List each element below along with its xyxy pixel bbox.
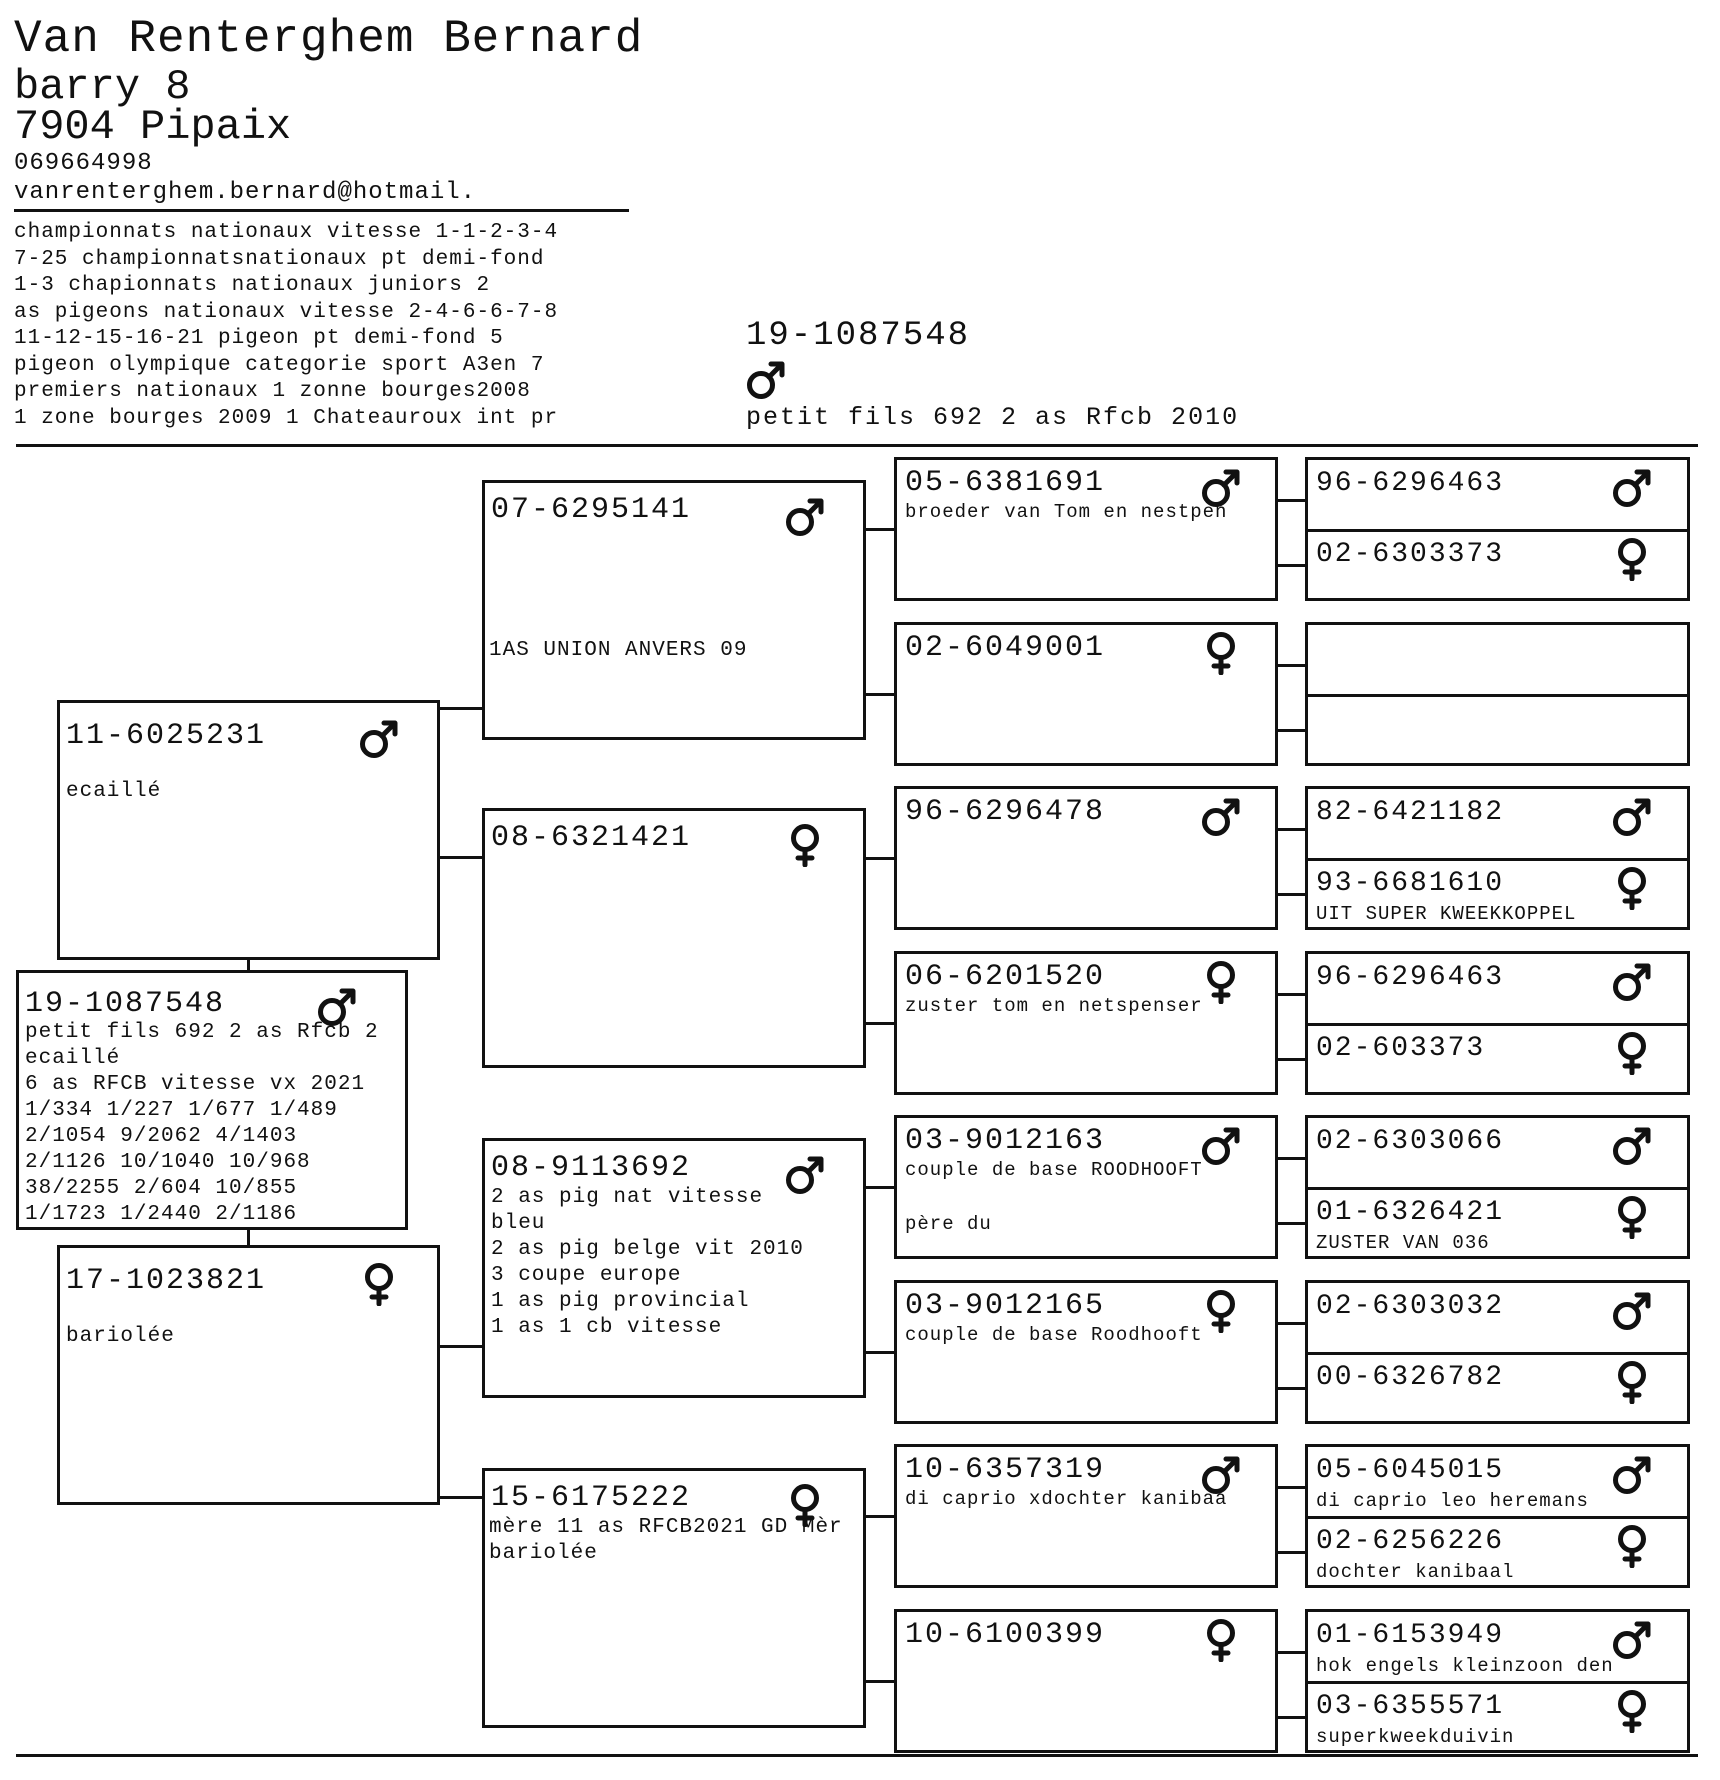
- male-icon: [1199, 795, 1243, 839]
- pedigree-connector: [1276, 499, 1307, 502]
- female-icon: [1199, 631, 1243, 675]
- female-icon: [1610, 1031, 1654, 1075]
- pedigree-connector: [1276, 1058, 1307, 1061]
- subject-pigeon-card[interactable]: [16, 970, 408, 1230]
- pigeon-note: broeder van Tom en nestpen: [905, 501, 1228, 523]
- subject-notes: [25, 1020, 379, 1228]
- pedigree-connector: [1276, 1716, 1307, 1719]
- pair-divider: [1308, 858, 1687, 861]
- ring-number: 03-9012165: [905, 1289, 1106, 1323]
- male-icon: [783, 495, 827, 539]
- pedigree-connector: [1276, 1322, 1307, 1325]
- pedigree-connector: [864, 1351, 896, 1354]
- pigeon-note: zuster tom en netspenser: [905, 995, 1203, 1017]
- ring-number: 02-6303373: [1316, 538, 1505, 570]
- note-line: ecaillé: [25, 1047, 121, 1070]
- gen4-pair-card[interactable]: [1305, 951, 1690, 1095]
- gen4-pair-card[interactable]: [1305, 786, 1690, 930]
- pair-divider: [1308, 1516, 1687, 1519]
- gen4-pair-card[interactable]: [1305, 1609, 1690, 1753]
- note-line: 6 as RFCB vitesse vx 2021: [25, 1073, 366, 1096]
- female-icon: [1610, 1524, 1654, 1568]
- ring-number: 05-6045015: [1316, 1455, 1505, 1486]
- male-icon: [1610, 1453, 1654, 1497]
- pair-divider: [1308, 1023, 1687, 1026]
- male-icon: [1610, 1289, 1654, 1333]
- ring-number: 01-6326421: [1316, 1196, 1505, 1228]
- ring-number: 02-6256226: [1316, 1525, 1505, 1557]
- pedigree-connector: [1276, 1222, 1307, 1225]
- top-rule: [16, 444, 1698, 447]
- note-line: 2/1054 9/2062 4/1403: [25, 1125, 298, 1148]
- ring-number: 07-6295141: [491, 493, 692, 527]
- pedigree-connector: [1276, 1486, 1307, 1489]
- palmares-line: 1-3 chapionnats nationaux juniors 2: [14, 274, 491, 297]
- note-line: mère 11 as RFCB2021 GD Mèr: [489, 1516, 843, 1539]
- ring-number: 03-6355571: [1316, 1690, 1505, 1722]
- female-icon: [1610, 537, 1654, 581]
- ring-number: 08-9113692: [491, 1151, 692, 1185]
- gen4-pair-card[interactable]: [1305, 457, 1690, 601]
- note-line: 38/2255 2/604 10/855: [25, 1177, 298, 1200]
- palmares-line: as pigeons nationaux vitesse 2-4-6-6-7-8: [14, 300, 559, 324]
- pair-divider: [1308, 694, 1687, 697]
- pair-divider: [1308, 1681, 1687, 1684]
- note-line: 2 as pig nat vitesse: [491, 1186, 764, 1209]
- pair-divider: [1308, 1187, 1687, 1190]
- note-line: 1/334 1/227 1/677 1/489: [25, 1099, 338, 1122]
- pedigree-connector: [864, 1680, 896, 1683]
- ring-number: 96-6296463: [1316, 468, 1505, 499]
- female-icon: [783, 823, 827, 867]
- pedigree-connector: [864, 857, 896, 860]
- palmares-line: 11-12-15-16-21 pigeon pt demi-fond 5: [14, 327, 504, 350]
- ring-number: 11-6025231: [66, 719, 267, 753]
- ring-number: 10-6357319: [905, 1453, 1106, 1487]
- pedigree-connector: [438, 1345, 484, 1348]
- note-line: bleu: [491, 1212, 546, 1235]
- pedigree-connector: [1276, 729, 1307, 732]
- female-icon: [1610, 1195, 1654, 1239]
- header-underline: [14, 209, 629, 212]
- pedigree-connector: [864, 1186, 896, 1189]
- male-icon: [1610, 960, 1654, 1004]
- ring-number: 19-1087548: [25, 987, 226, 1021]
- male-icon: [1610, 1618, 1654, 1662]
- male-icon: [744, 358, 788, 402]
- palmares-line: premiers nationaux 1 zonne bourges2008: [14, 380, 531, 403]
- male-icon: [1610, 466, 1654, 510]
- male-icon: [357, 717, 401, 761]
- pedigree-connector: [864, 528, 896, 531]
- pedigree-connector: [1276, 1387, 1307, 1390]
- pigeon-note: couple de base Roodhooft: [905, 1324, 1203, 1346]
- note-line: 3 coupe europe: [491, 1264, 682, 1287]
- grandsire-maternal-card[interactable]: [482, 1138, 866, 1398]
- pedigree-connector: [1276, 993, 1307, 996]
- ring-number: 06-6201520: [905, 960, 1106, 994]
- great-grandparent-card[interactable]: [894, 1609, 1278, 1753]
- female-icon: [1199, 960, 1243, 1004]
- female-icon: [1199, 1289, 1243, 1333]
- ring-number: 02-6049001: [905, 631, 1106, 665]
- ring-number: 00-6326782: [1316, 1361, 1505, 1393]
- ring-number: 96-6296463: [1316, 962, 1505, 993]
- pigeon-note: di caprio xdochter kanibaa: [905, 1488, 1228, 1510]
- pigeon-notes: [489, 1515, 843, 1567]
- gen4-pair-card[interactable]: [1305, 1444, 1690, 1588]
- note-line: 1 as pig provincial: [491, 1290, 750, 1313]
- note-line: 2 as pig belge vit 2010: [491, 1238, 804, 1261]
- palmares-line: 1 zone bourges 2009 1 Chateauroux int pr: [14, 406, 559, 430]
- male-icon: [1610, 795, 1654, 839]
- dam-card[interactable]: [57, 1245, 440, 1505]
- breeder-name: Van Renterghem Bernard: [14, 13, 644, 65]
- pedigree-connector: [1276, 1157, 1307, 1160]
- pair-divider: [1308, 529, 1687, 532]
- note-line: 1/1723 1/2440 2/1186: [25, 1203, 298, 1226]
- female-icon: [357, 1262, 401, 1306]
- bottom-rule: [16, 1754, 1698, 1757]
- pigeon-note: couple de base ROODHOOFT: [905, 1159, 1203, 1181]
- ring-number: 05-6381691: [905, 466, 1106, 500]
- pigeon-note: UIT SUPER KWEEKKOPPEL: [1316, 902, 1577, 925]
- pedigree-connector: [1276, 1651, 1307, 1654]
- great-grandparent-card[interactable]: [894, 951, 1278, 1095]
- gen4-pair-card[interactable]: [1305, 1115, 1690, 1259]
- male-icon: [1610, 1124, 1654, 1168]
- great-grandparent-card[interactable]: [894, 1280, 1278, 1424]
- pedigree-connector: [438, 856, 484, 859]
- pigeon-note: 1AS UNION ANVERS 09: [489, 639, 748, 662]
- ring-number: 17-1023821: [66, 1264, 267, 1298]
- ring-number: 08-6321421: [491, 821, 692, 855]
- gen4-pair-card[interactable]: [1305, 622, 1690, 766]
- great-grandparent-card[interactable]: [894, 457, 1278, 601]
- pedigree-connector: [864, 1515, 896, 1518]
- pedigree-connector: [1276, 564, 1307, 567]
- breeder-phone: 069664998: [14, 150, 153, 177]
- pedigree-connector: [1276, 1551, 1307, 1554]
- pedigree-connector: [1276, 893, 1307, 896]
- granddam-paternal-card[interactable]: [482, 808, 866, 1068]
- pedigree-connector: [438, 707, 484, 710]
- female-icon: [1610, 1689, 1654, 1733]
- pedigree-connector: [1276, 664, 1307, 667]
- note-line: 2/1126 10/1040 10/968: [25, 1151, 311, 1174]
- header-pigeon-ring: 19-1087548: [746, 317, 971, 355]
- ring-number: 02-6303066: [1316, 1126, 1505, 1157]
- gen4-pair-card[interactable]: [1305, 1280, 1690, 1424]
- ring-number: 02-6303032: [1316, 1291, 1505, 1322]
- breeder-street: barry 8: [14, 63, 191, 111]
- note-line: bariolée: [489, 1542, 598, 1565]
- palmares-line: pigeon olympique categorie sport A3en 7: [14, 353, 545, 377]
- palmares-line: championnats nationaux vitesse 1-1-2-3-4: [14, 221, 559, 244]
- header-pigeon-note: petit fils 692 2 as Rfcb 2010: [746, 403, 1240, 432]
- pigeon-note: père du: [905, 1213, 992, 1235]
- great-grandparent-card[interactable]: [894, 786, 1278, 930]
- female-icon: [1610, 1360, 1654, 1404]
- pigeon-note: hok engels kleinzoon den: [1316, 1655, 1614, 1677]
- pigeon-note: superkweekduivin: [1316, 1725, 1515, 1748]
- palmares-line: 7-25 championnatsnationaux pt demi-fond: [14, 247, 545, 271]
- pigeon-note: ecaillé: [66, 780, 162, 803]
- ring-number: 10-6100399: [905, 1618, 1106, 1652]
- female-icon: [1610, 866, 1654, 910]
- pigeon-note: di caprio leo heremans: [1316, 1490, 1589, 1512]
- female-icon: [1199, 1618, 1243, 1662]
- great-grandparent-card[interactable]: [894, 1115, 1278, 1259]
- pedigree-connector: [1276, 828, 1307, 831]
- ring-number: 02-603373: [1316, 1032, 1486, 1064]
- pair-divider: [1308, 1352, 1687, 1355]
- ring-number: 82-6421182: [1316, 797, 1505, 828]
- pedigree-connector: [864, 693, 896, 696]
- great-grandparent-card[interactable]: [894, 622, 1278, 766]
- pedigree-connector: [864, 1022, 896, 1025]
- ring-number: 01-6153949: [1316, 1620, 1505, 1651]
- ring-number: 03-9012163: [905, 1124, 1106, 1158]
- pigeon-note: bariolée: [66, 1325, 175, 1348]
- ring-number: 93-6681610: [1316, 867, 1505, 899]
- note-line: petit fils 692 2 as Rfcb 2: [25, 1021, 379, 1044]
- great-grandparent-card[interactable]: [894, 1444, 1278, 1588]
- grandsire-paternal-card[interactable]: [482, 480, 866, 740]
- pedigree-connector: [438, 1496, 484, 1499]
- pigeon-note: dochter kanibaal: [1316, 1560, 1515, 1583]
- male-icon: [1199, 1124, 1243, 1168]
- sire-card[interactable]: [57, 700, 440, 960]
- ring-number: 96-6296478: [905, 795, 1106, 829]
- palmares-list: [14, 220, 558, 432]
- breeder-email: vanrenterghem.bernard@hotmail.: [14, 179, 477, 206]
- granddam-maternal-card[interactable]: [482, 1468, 866, 1728]
- pigeon-notes: [491, 1185, 804, 1341]
- note-line: 1 as 1 cb vitesse: [491, 1316, 723, 1339]
- ring-number: 15-6175222: [491, 1481, 692, 1515]
- pigeon-note: ZUSTER VAN 036: [1316, 1231, 1490, 1254]
- breeder-city: 7904 Pipaix: [14, 103, 292, 151]
